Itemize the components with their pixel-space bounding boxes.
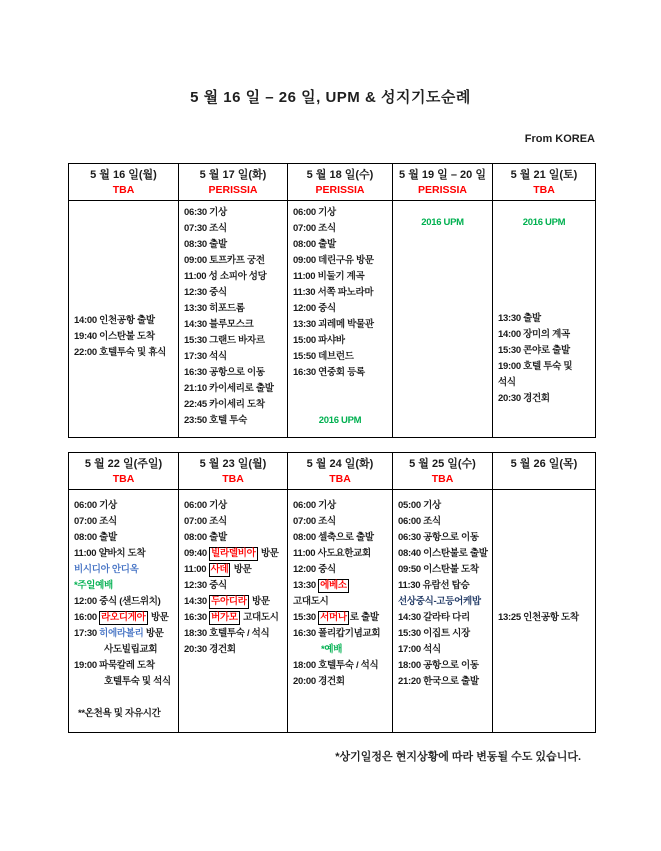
schedule-text: 17:30 석식	[184, 351, 227, 362]
schedule-text: 13:30 출발	[498, 313, 541, 324]
schedule-line	[293, 269, 391, 285]
schedule-line	[398, 530, 491, 546]
highlighted-site-name: 사데	[210, 564, 229, 575]
schedule-text: 2016 UPM	[421, 217, 464, 228]
schedule-text: 12:00 중식 (샌드위치)	[74, 596, 161, 607]
schedule-line	[74, 313, 177, 329]
from-korea-label: From KOREA	[524, 133, 595, 145]
schedule-text: 14:30	[184, 596, 210, 607]
highlighted-site-name: 서머나	[320, 612, 347, 623]
day-date-label: 5 월 21 일(토)	[510, 168, 578, 181]
schedule-line	[74, 562, 177, 578]
schedule-line	[398, 546, 491, 562]
schedule-text: 21:10 카이세리로 출발	[184, 383, 274, 394]
schedule-line	[398, 642, 491, 658]
schedule-text: 09:40	[184, 548, 210, 559]
schedule-text: 11:00	[184, 564, 209, 575]
schedule-line	[184, 578, 286, 594]
schedule-line	[398, 215, 491, 231]
schedule-text: 18:00 호텔투숙 / 석식	[293, 660, 379, 671]
schedule-text: 19:00 호텔 투숙 및	[498, 361, 573, 372]
schedule-line	[184, 285, 286, 301]
day-column-header	[288, 164, 393, 201]
schedule-line	[293, 658, 391, 674]
schedule-line	[398, 498, 491, 514]
day-column-header	[69, 164, 179, 201]
schedule-text: 13:25 인천공항 도착	[498, 612, 579, 623]
schedule-line	[293, 221, 391, 237]
schedule-line	[293, 253, 391, 269]
schedule-text: 19:00 파묵칼레 도착	[74, 660, 155, 671]
schedule-text: 선상중식-고등어케밥	[398, 596, 481, 607]
day-status-label: PERISSIA	[208, 183, 258, 196]
schedule-text: 06:00 조식	[398, 516, 441, 527]
schedule-text: 16:00	[74, 612, 100, 623]
schedule-line	[184, 381, 286, 397]
schedule-text: 로 출발	[349, 612, 379, 623]
schedule-text: 2016 UPM	[318, 415, 362, 426]
schedule-text: 히에라볼리	[99, 628, 144, 639]
schedule-text: 13:30 괴레메 박물관	[293, 319, 374, 330]
schedule-line	[498, 327, 594, 343]
schedule-text: 14:30 갈라타 다리	[398, 612, 470, 623]
schedule-text: 11:30 서쪽 파노라마	[293, 287, 374, 298]
schedule-text: 06:00 기상	[184, 500, 227, 511]
itinerary-table-week1	[68, 163, 596, 438]
schedule-line	[74, 642, 177, 658]
schedule-line	[293, 333, 391, 349]
schedule-line	[498, 311, 594, 327]
schedule-line	[74, 658, 177, 674]
schedule-line	[293, 317, 391, 333]
day-date-label: 5 월 16 일(월)	[90, 168, 157, 181]
schedule-text: 20:00 경건회	[293, 676, 345, 687]
schedule-line	[293, 578, 391, 594]
schedule-cell	[288, 201, 393, 438]
schedule-text: 08:00 출발	[74, 532, 117, 543]
schedule-line	[498, 375, 594, 391]
schedule-text: 08:00 출발	[293, 239, 336, 250]
schedule-text: 15:30	[293, 612, 319, 623]
schedule-line	[498, 263, 594, 279]
schedule-text: 고대도시	[240, 612, 279, 623]
schedule-cell	[179, 490, 288, 733]
schedule-line	[398, 674, 491, 690]
day-status-label: TBA	[431, 472, 454, 485]
highlighted-site-name: 버가모	[211, 612, 238, 623]
schedule-line	[74, 498, 177, 514]
schedule-line	[184, 610, 286, 626]
day-date-label: 5 월 25 일(수)	[409, 457, 476, 470]
schedule-line	[184, 642, 286, 658]
schedule-line	[74, 514, 177, 530]
schedule-text: 22:00 호텔투숙 및 휴식	[74, 347, 166, 358]
schedule-line	[498, 391, 594, 407]
schedule-text: 07:00 조식	[293, 223, 336, 234]
schedule-text: 18:00 공항으로 이동	[398, 660, 479, 671]
schedule-text: 12:30 중식	[184, 580, 227, 591]
day-date-label: 5 월 23 일(월)	[199, 457, 267, 470]
day-status-label: PERISSIA	[417, 183, 467, 196]
schedule-line	[74, 706, 177, 722]
schedule-text: 15:30 이집트 시장	[398, 628, 470, 639]
schedule-text: 09:00 토프카프 궁전	[184, 255, 265, 266]
itinerary-table-week2	[68, 452, 596, 733]
schedule-text: 16:30 공항으로 이동	[184, 367, 265, 378]
schedule-line	[293, 205, 391, 221]
schedule-line	[498, 343, 594, 359]
day-status-label: TBA	[533, 183, 555, 196]
schedule-text: 15:50 데브런드	[293, 351, 354, 362]
day-date-label: 5 월 19 일 – 20 일	[399, 168, 486, 181]
schedule-text: 21:20 한국으로 출발	[398, 676, 479, 687]
schedule-line	[184, 626, 286, 642]
day-status-label: TBA	[112, 183, 135, 196]
schedule-text: 11:00 사도요한교회	[293, 548, 371, 559]
schedule-text: 12:30 중식	[184, 287, 227, 298]
schedule-text: 16:30 연중회 등록	[293, 367, 365, 378]
day-column-header	[493, 164, 596, 201]
schedule-line	[293, 237, 391, 253]
schedule-line	[498, 231, 594, 247]
schedule-text: 09:00 데린구유 방문	[293, 255, 374, 266]
schedule-line	[293, 626, 391, 642]
schedule-cell	[179, 201, 288, 438]
schedule-line	[398, 578, 491, 594]
schedule-line	[293, 498, 391, 514]
schedule-text: 11:30 유람선 탑승	[398, 580, 470, 591]
schedule-line	[293, 285, 391, 301]
schedule-line	[184, 253, 286, 269]
day-column-header	[179, 453, 288, 490]
schedule-text: 호텔투숙 및 석식	[104, 676, 171, 687]
schedule-text: 07:00 조식	[74, 516, 117, 527]
day-column-header	[288, 453, 393, 490]
day-date-label: 5 월 18 일(수)	[306, 168, 374, 181]
schedule-text: 방문	[258, 548, 279, 559]
schedule-line	[74, 578, 177, 594]
schedule-cell	[493, 490, 596, 733]
schedule-line	[74, 690, 177, 706]
schedule-line	[398, 626, 491, 642]
schedule-text: 고대도시	[293, 596, 329, 607]
schedule-line	[293, 674, 391, 690]
schedule-line	[293, 349, 391, 365]
day-date-label: 5 월 24 일(화)	[306, 457, 374, 470]
schedule-line	[184, 349, 286, 365]
highlighted-site-name: 라오디게아	[101, 612, 146, 623]
schedule-text: 07:00 조식	[184, 516, 227, 527]
schedule-line	[398, 562, 491, 578]
schedule-line	[293, 546, 391, 562]
day-column-header	[179, 164, 288, 201]
schedule-text: 06:00 기상	[293, 207, 336, 218]
schedule-line	[293, 642, 391, 658]
schedule-text: 16:30	[184, 612, 210, 623]
schedule-line	[184, 365, 286, 381]
schedule-text: 20:30 경건회	[184, 644, 236, 655]
schedule-line	[293, 413, 391, 429]
schedule-text: 06:30 공항으로 이동	[398, 532, 479, 543]
day-status-label	[493, 472, 595, 486]
highlighted-site-name: 두아디라	[211, 596, 247, 607]
schedule-cell	[393, 490, 493, 733]
schedule-text: 18:30 호텔투숙 / 석식	[184, 628, 270, 639]
schedule-text: 16:30 폴리캅기념교회	[293, 628, 381, 639]
schedule-line	[184, 498, 286, 514]
day-column-header	[393, 453, 493, 490]
schedule-text: 07:00 조식	[293, 516, 336, 527]
schedule-text: 08:40 이스탄불로 출발	[398, 548, 488, 559]
schedule-line	[398, 514, 491, 530]
schedule-line	[74, 530, 177, 546]
schedule-text: 08:30 출발	[184, 239, 227, 250]
day-status-label: PERISSIA	[315, 183, 365, 196]
schedule-line	[498, 610, 594, 626]
schedule-line	[184, 221, 286, 237]
schedule-line	[498, 279, 594, 295]
schedule-line	[498, 295, 594, 311]
highlighted-site-name: 빌라델비아	[211, 548, 256, 559]
schedule-line	[184, 301, 286, 317]
schedule-line	[498, 247, 594, 263]
schedule-text: *주일예배	[74, 580, 113, 591]
schedule-line	[184, 413, 286, 429]
schedule-change-footnote: *상기일정은 현지상황에 따라 변동될 수도 있습니다.	[335, 751, 581, 763]
schedule-line	[398, 658, 491, 674]
schedule-text: *예배	[321, 644, 343, 655]
schedule-line	[184, 530, 286, 546]
day-column-header	[393, 164, 493, 201]
schedule-text: 2016 UPM	[522, 217, 566, 228]
schedule-line	[293, 530, 391, 546]
schedule-text: 14:00 인천공항 출발	[74, 315, 155, 326]
schedule-cell	[493, 201, 596, 438]
schedule-line	[74, 610, 177, 626]
schedule-line	[74, 546, 177, 562]
schedule-text: 석식	[498, 377, 516, 388]
schedule-text: **온천욕 및 자유시간	[78, 708, 161, 719]
schedule-text: 비시디아 안디옥	[74, 564, 139, 575]
schedule-text: 09:50 이스탄불 도착	[398, 564, 479, 575]
schedule-text: 11:00 얄바치 도착	[74, 548, 146, 559]
schedule-line	[293, 301, 391, 317]
day-status-label: TBA	[222, 472, 244, 485]
schedule-line	[293, 562, 391, 578]
schedule-line	[184, 237, 286, 253]
day-date-label: 5 월 17 일(화)	[199, 168, 267, 181]
schedule-line	[293, 381, 391, 397]
schedule-text: 사도빌립교회	[104, 644, 158, 655]
schedule-line	[74, 674, 177, 690]
schedule-text: 방문	[148, 612, 169, 623]
schedule-cell	[69, 201, 179, 438]
schedule-line	[293, 594, 391, 610]
schedule-text: 13:30	[293, 580, 319, 591]
schedule-line	[498, 359, 594, 375]
schedule-line	[293, 397, 391, 413]
schedule-text: 06:30 기상	[184, 207, 227, 218]
schedule-text: 17:30	[74, 628, 100, 639]
schedule-text: 15:30 그랜드 바자르	[184, 335, 265, 346]
schedule-text: 08:00 셀축으로 출발	[293, 532, 374, 543]
day-date-label: 5 월 26 일(목)	[510, 457, 578, 470]
day-status-label: TBA	[329, 472, 351, 485]
schedule-cell	[393, 201, 493, 438]
schedule-line	[293, 610, 391, 626]
schedule-line	[184, 546, 286, 562]
schedule-text: 06:00 기상	[293, 500, 336, 511]
schedule-text: 06:00 기상	[74, 500, 117, 511]
schedule-line	[498, 215, 594, 231]
schedule-line	[398, 594, 491, 610]
schedule-line	[184, 594, 286, 610]
day-date-label: 5 월 22 일(주일)	[84, 457, 163, 470]
schedule-cell	[69, 490, 179, 733]
schedule-line	[74, 329, 177, 345]
schedule-text: 13:30 히포드롬	[184, 303, 245, 314]
schedule-line	[184, 269, 286, 285]
schedule-text: 11:00 비둘기 계곡	[293, 271, 365, 282]
schedule-text: 14:30 블루모스크	[184, 319, 254, 330]
page-title: 5 월 16 일 – 26 일, UPM & 성지기도순례	[190, 89, 471, 106]
schedule-text: 14:00 장미의 계곡	[498, 329, 570, 340]
schedule-text: 17:00 석식	[398, 644, 441, 655]
schedule-text: 12:00 중식	[293, 564, 336, 575]
schedule-line	[184, 562, 286, 578]
schedule-text: 15:00 파샤바	[293, 335, 345, 346]
schedule-line	[184, 514, 286, 530]
day-column-header	[493, 453, 596, 490]
schedule-line	[184, 333, 286, 349]
schedule-text: 23:50 호텔 투숙	[184, 415, 247, 426]
schedule-line	[184, 205, 286, 221]
schedule-line	[293, 365, 391, 381]
schedule-text: 07:30 조식	[184, 223, 227, 234]
schedule-text: 20:30 경건회	[498, 393, 550, 404]
schedule-text: 15:30 콘야로 출발	[498, 345, 570, 356]
schedule-line	[184, 397, 286, 413]
schedule-line	[184, 317, 286, 333]
schedule-text: 11:00 성 소피아 성당	[184, 271, 267, 282]
schedule-text: 22:45 카이세리 도착	[184, 399, 265, 410]
schedule-text: 방문	[249, 596, 270, 607]
schedule-text: 방문	[143, 628, 164, 639]
schedule-line	[74, 345, 177, 361]
schedule-text: 08:00 출발	[184, 532, 227, 543]
schedule-text: 12:00 중식	[293, 303, 336, 314]
schedule-line	[293, 514, 391, 530]
day-column-header	[69, 453, 179, 490]
schedule-line	[74, 594, 177, 610]
schedule-cell	[288, 490, 393, 733]
schedule-text: 방문	[231, 564, 252, 575]
schedule-line	[398, 610, 491, 626]
schedule-text: 05:00 기상	[398, 500, 441, 511]
schedule-line	[74, 626, 177, 642]
highlighted-site-name: 에베소	[320, 580, 347, 591]
schedule-text: 19:40 이스탄불 도착	[74, 331, 155, 342]
day-status-label: TBA	[112, 472, 135, 485]
